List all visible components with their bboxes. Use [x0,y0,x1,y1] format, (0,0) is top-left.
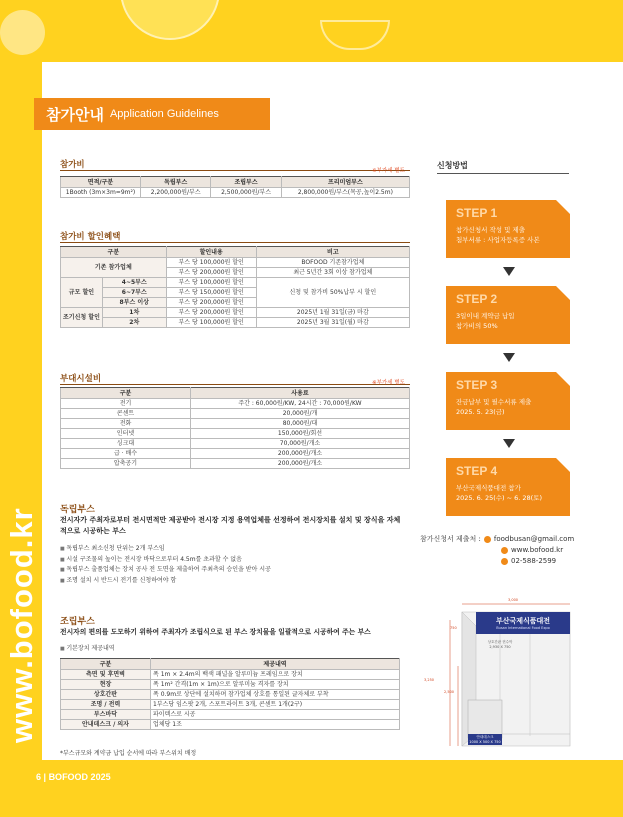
discount-early-content-2: 부스 당 100,000원 할인 [166,318,256,328]
step-4-text: 부산국제식품대전 참가 2025. 6. 25(수) ~ 6. 28(토) [456,484,543,502]
table-row [61,700,400,710]
list-item: ■ 시설 구조물의 높이는 전시장 바닥으로부터 4.5m를 초과할 수 없음 [60,555,405,566]
facility-fee: 주간 : 60,000원/KW, 24시간 : 70,000원/KW [191,399,410,409]
banner-title-en: Application Guidelines [109,108,219,120]
step-1-box [446,200,570,258]
contact-web[interactable]: www.bofood.kr [511,546,564,554]
discount-existing-note-1: BOFOOD 기존참가업체 [256,258,409,268]
independent-desc: 전시자가 주최자로부터 전시면적만 제공받아 전시장 지정 용역업체를 선정하여 전시장치를 설치 및 장식을 자체적으로 시공하는 부스 [60,516,401,535]
table-row [61,710,400,720]
contact-label: 참가신청서 제출처 : [420,535,481,543]
booth-illustration [420,596,580,760]
contact-block [420,534,574,567]
table-row [61,318,410,328]
assembled-basic-label-list [60,644,115,655]
step-1-text: 참가신청서 작성 및 제출 첨부서류 : 사업자등록증 사본 [456,226,540,244]
assembled-detail: 폭 0.9m로 상단에 설치하며 참가업체 상호를 통일된 글자체로 부착 [151,690,400,700]
discount-table [60,246,410,328]
banner-title-ko: 참가안내 [46,105,104,124]
facility-name: 급 · 배수 [61,449,191,459]
fee-header-independent: 독립부스 [141,177,211,188]
footer-divider: | [43,772,49,782]
step-3-number: STEP 3 [456,378,498,392]
facility-name: 콘센트 [61,409,191,419]
table-row [61,459,410,469]
email-icon [484,536,491,543]
discount-scale-sub-3: 8부스 이상 [102,298,166,308]
table-row [61,308,410,318]
table-row [61,399,410,409]
facilities-header-category: 구분 [61,388,191,399]
step-3-text: 잔금납부 및 필수서류 제출 2025. 5. 23(금) [456,398,532,416]
booth-dim-sign: 750 [450,626,457,630]
assembled-item: 현장 [61,680,151,690]
discount-header-category: 구분 [61,247,167,258]
facility-name: 인터넷 [61,429,191,439]
discount-existing-label: 기존 참가업체 [61,258,167,278]
assembled-desc: 전시자의 편의를 도모하기 위하여 주최자가 조립식으로 된 부스 장치물을 일괄적으로 시공하여 주는 부스 [60,628,371,636]
booth-sign-en: Busan International Food Expo [496,626,550,630]
facility-fee: 200,000원/개소 [191,449,410,459]
fee-title: 참가비 [60,158,410,171]
table-row [61,449,410,459]
facility-fee: 20,000원/개 [191,409,410,419]
assembled-item: 측면 및 후면벽 [61,670,151,680]
booth-dim-side: 2,500 [444,690,455,694]
fee-vat-note: ※부가세 별도 [372,168,405,174]
discount-scale-content-1: 부스 당 100,000원 할인 [166,278,256,288]
booth-dim-height: 3,250 [424,678,435,682]
independent-bullets [60,544,405,586]
bottom-band [0,760,160,817]
table-row [61,439,410,449]
discount-scale-content-3: 부스 당 200,000원 할인 [166,298,256,308]
table-row [61,409,410,419]
facilities-vat-note: ※부가세 별도 [372,380,405,386]
facility-name: 전화 [61,419,191,429]
top-decoration-band [0,0,623,62]
contact-email-row [420,534,574,545]
sidebar-url: www.bofood.kr [4,507,39,743]
assembled-item: 부스바닥 [61,710,151,720]
step-4-box [446,458,570,516]
facility-name: 싱크대 [61,439,191,449]
facility-name: 압축공기 [61,459,191,469]
discount-early-sub-2: 2차 [102,318,166,328]
discount-existing-content-2: 부스 당 200,000원 할인 [166,268,256,278]
arrow-down-icon [503,353,515,362]
assembled-detail: 파이텍스로 시공 [151,710,400,720]
assembled-detail: 폭 1m² 간격(1m × 1m)으로 알루미늄 격자를 장치 [151,680,400,690]
footer-brand: BOFOOD 2025 [48,772,111,782]
assembled-detail: 업체당 1조 [151,720,400,730]
discount-early-sub-1: 1차 [102,308,166,318]
footer-page-number: 6 [36,772,42,782]
fee-header-premium: 프리미엄부스 [281,177,409,188]
fee-cell-assembled: 2,500,000원/부스 [211,188,281,198]
step-2-number: STEP 2 [456,292,498,306]
arrow-down-icon [503,267,515,276]
assembled-detail: 폭 1m × 2.4m의 백색 패널을 알루미늄 프레임으로 장치 [151,670,400,680]
facility-fee: 200,000원/개소 [191,459,410,469]
assembled-header-content: 제공내역 [151,659,400,670]
assembled-detail: 1부스당 임스팟 2개, 스포트라이트 3개, 콘센트 1개(2구) [151,700,400,710]
step-4-number: STEP 4 [456,464,498,478]
table-row [61,670,400,680]
discount-scale-content-2: 부스 당 150,000원 할인 [166,288,256,298]
fee-cell-premium: 2,800,000원/부스(목공,높이2.5m) [281,188,409,198]
table-row [61,419,410,429]
booth-desk-label: 안내데스크 1000 X 500 X 750 [469,735,501,744]
fee-cell-area: 1Booth (3m×3m=9m²) [61,188,141,198]
discount-early-content-1: 부스 당 200,000원 할인 [166,308,256,318]
assembled-item: 상호간판 [61,690,151,700]
discount-header-content: 할인내용 [166,247,256,258]
phone-icon [501,558,508,565]
list-item: ■ 독립부스 출품업체는 장치 공사 전 도면을 제출하여 주최측의 승인을 받아 시공 [60,565,405,576]
step-1-number: STEP 1 [456,206,498,220]
table-row [61,258,410,268]
decor-plate-icon [320,20,390,50]
list-item: ■ 독립부스 최소신청 단위는 2개 부스임 [60,544,405,555]
discount-scale-note: 신청 및 참가비 50%납부 시 할인 [256,278,409,308]
table-row [61,278,410,288]
discount-scale-label: 규모 할인 [61,278,103,308]
booth-sign-label: 상호간판 현수막 2,930 X 750 [487,640,513,649]
footer-page-label [36,772,111,782]
contact-phone-row [420,556,574,567]
table-row [61,188,410,198]
contact-email[interactable]: foodbusan@gmail.com [493,535,575,543]
contact-phone[interactable]: 02-588-2599 [511,557,557,565]
table-row [61,690,400,700]
list-item: ■ 조명 설치 시 반드시 전기를 신청하여야 함 [60,576,405,587]
discount-header-note: 비고 [256,247,409,258]
discount-existing-content-1: 부스 당 100,000원 할인 [166,258,256,268]
application-title: 신청방법 [437,160,569,174]
fee-table [60,176,410,198]
assembled-item: 안내데스크 / 의자 [61,720,151,730]
discount-scale-sub-2: 6~7부스 [102,288,166,298]
section-banner [34,98,270,130]
discount-early-note-2: 2025년 3월 31일(월) 마감 [256,318,409,328]
fee-header-assembled: 조립부스 [211,177,281,188]
booth-sign-ko: 부산국제식품대전 [495,617,551,625]
fee-cell-independent: 2,200,000원/부스 [141,188,211,198]
discount-early-label: 조기신청 할인 [61,308,103,328]
arrow-down-icon [503,439,515,448]
contact-web-row [420,545,574,556]
assembled-title: 조립부스 [60,617,95,627]
discount-existing-note-2: 최근 5년간 3회 이상 참가업체 [256,268,409,278]
independent-title: 독립부스 [60,505,95,515]
step-3-box [446,372,570,430]
facility-fee: 80,000원/대 [191,419,410,429]
step-2-box [446,286,570,344]
discount-title: 참가비 할인혜택 [60,230,410,243]
fee-header-area: 면적/구분 [61,177,141,188]
facility-fee: 70,000원/개소 [191,439,410,449]
facilities-title: 부대시설비 [60,372,410,385]
assembled-header-category: 구분 [61,659,151,670]
table-row [61,720,400,730]
table-row [61,429,410,439]
facilities-table [60,387,410,469]
assembled-basic-label: ■ 기본장치 제공내역 [60,644,115,655]
booth-dim-top: 3,000 [508,598,519,602]
assembled-table [60,658,400,730]
assembled-footnote: *부스규모와 계약금 납입 순서에 따라 부스위치 배정 [60,750,197,757]
facility-fee: 150,000원/회선 [191,429,410,439]
decor-chef-hat-icon [0,10,45,55]
table-row [61,680,400,690]
step-2-text: 3일이내 계약금 납입 참가비의 50% [456,312,515,330]
facilities-header-fee: 사용료 [191,388,410,399]
facility-name: 전기 [61,399,191,409]
discount-early-note-1: 2025년 1월 31일(금) 마감 [256,308,409,318]
decor-lemon-icon [120,0,220,40]
assembled-item: 조명 / 전력 [61,700,151,710]
discount-scale-sub-1: 4~5부스 [102,278,166,288]
web-icon [501,547,508,554]
